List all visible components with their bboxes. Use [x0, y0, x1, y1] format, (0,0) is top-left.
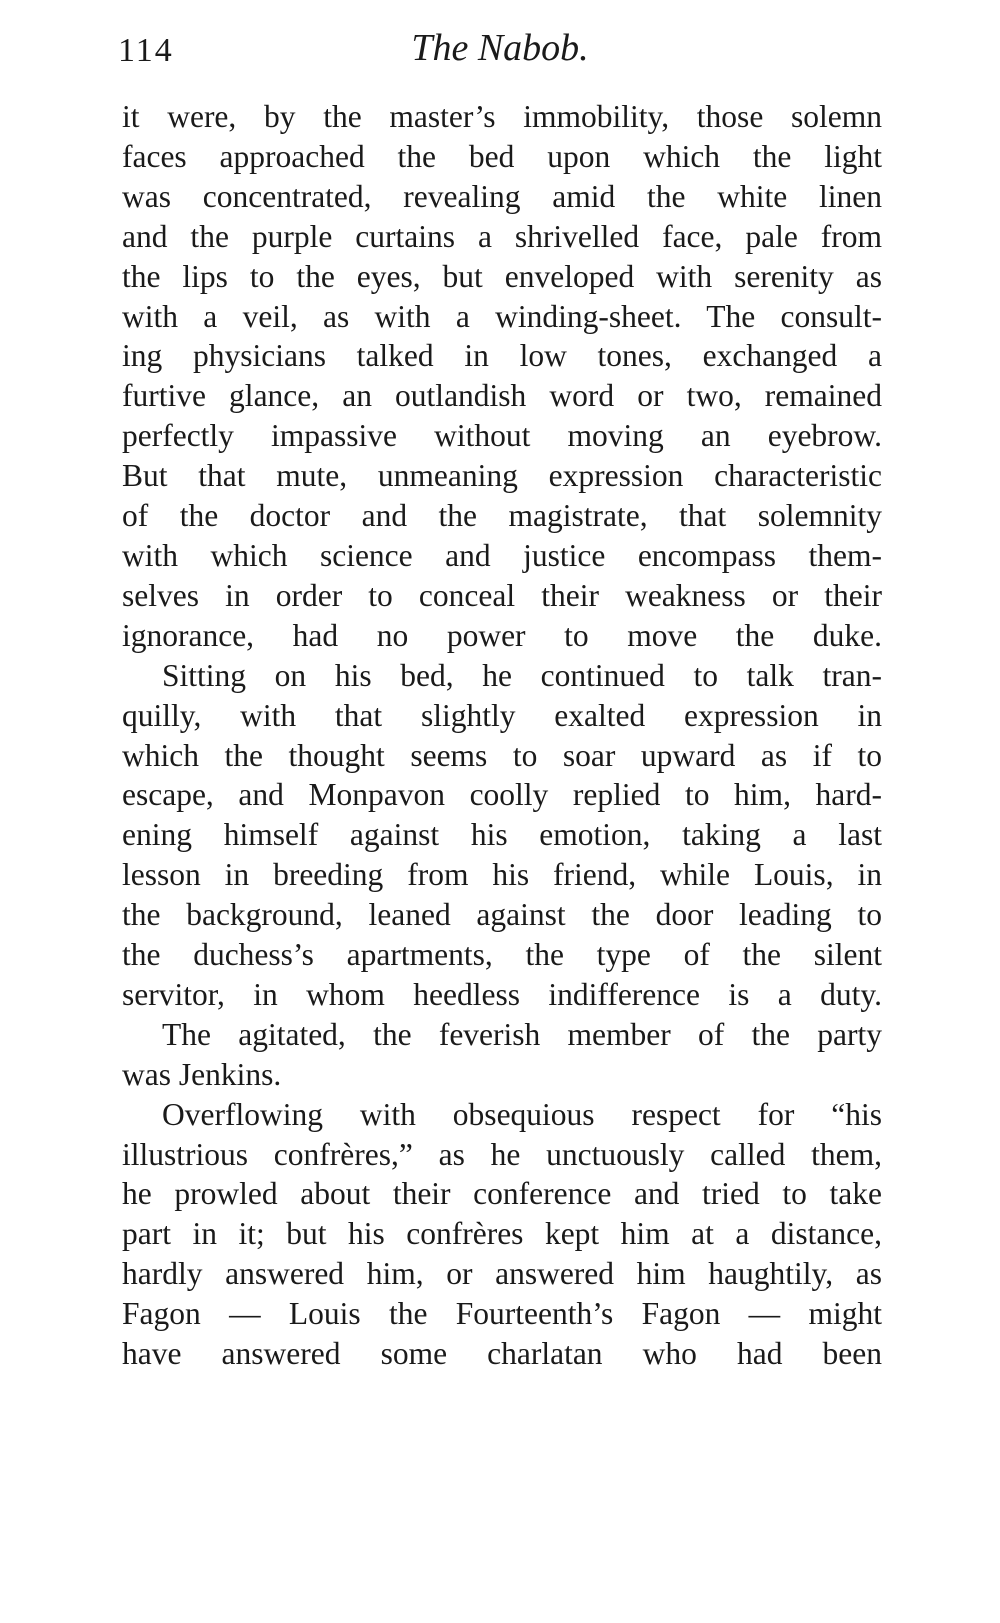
text-line: quilly, with that slightly exalted expression in: [122, 697, 882, 733]
text-line: was Jenkins.: [122, 1056, 282, 1092]
text-line: of the doctor and the magistrate, that solemnity: [122, 498, 882, 534]
text-line: The agitated, the feverish member of the party: [162, 1016, 882, 1052]
text-line: But that mute, unmeaning expression characteristic: [122, 458, 882, 494]
text-line: illustrious confrères,” as he unctuously called them,: [122, 1136, 882, 1172]
text-line: and the purple curtains a shrivelled face, pale from: [122, 218, 882, 254]
text-line: furtive glance, an outlandish word or two, remained: [122, 378, 882, 414]
text-line: the lips to the eyes, but enveloped with serenity as: [122, 258, 882, 294]
paragraph: [122, 97, 882, 656]
page-number: 114: [118, 32, 174, 69]
body-text: [122, 97, 882, 1374]
text-line: hardly answered him, or answered him haughtily, as: [122, 1256, 882, 1292]
text-line: the duchess’s apartments, the type of the silent: [122, 937, 882, 973]
text-line: selves in order to conceal their weakness or their: [122, 577, 882, 613]
text-line: he prowled about their conference and tried to take: [122, 1176, 882, 1212]
text-line: lesson in breeding from his friend, while Louis, in: [122, 857, 882, 893]
text-line: part in it; but his confrères kept him at a distance,: [122, 1216, 882, 1252]
text-line: Fagon — Louis the Fourteenth’s Fagon — might: [122, 1296, 882, 1332]
text-line: it were, by the master’s immobility, those solemn: [122, 99, 882, 134]
text-line: ing physicians talked in low tones, exchanged a: [122, 338, 882, 374]
text-line: perfectly impassive without moving an eyebrow.: [122, 418, 882, 454]
paragraph: [122, 656, 882, 1015]
text-line: faces approached the bed upon which the light: [122, 138, 882, 174]
text-line: Sitting on his bed, he continued to talk tran-: [162, 657, 882, 693]
text-line: which the thought seems to soar upward as if to: [122, 737, 882, 773]
text-line: ignorance, had no power to move the duke.: [122, 617, 882, 653]
text-line: Overflowing with obsequious respect for “his: [162, 1096, 882, 1132]
text-line: with which science and justice encompass them-: [122, 537, 882, 573]
text-line: with a veil, as with a winding-sheet. The consult-: [122, 298, 882, 334]
paragraph: [122, 1095, 882, 1374]
running-head: [118, 22, 882, 72]
running-title: The Nabob.: [411, 27, 589, 69]
text-line: was concentrated, revealing amid the white linen: [122, 178, 882, 214]
text-line: servitor, in whom heedless indifference is a duty.: [122, 976, 882, 1012]
text-line: escape, and Monpavon coolly replied to him, hard-: [122, 777, 882, 813]
text-line: have answered some charlatan who had been: [122, 1336, 882, 1372]
paragraph: [122, 1015, 882, 1095]
text-line: the background, leaned against the door leading to: [122, 897, 882, 933]
text-line: ening himself against his emotion, taking a last: [122, 817, 882, 853]
